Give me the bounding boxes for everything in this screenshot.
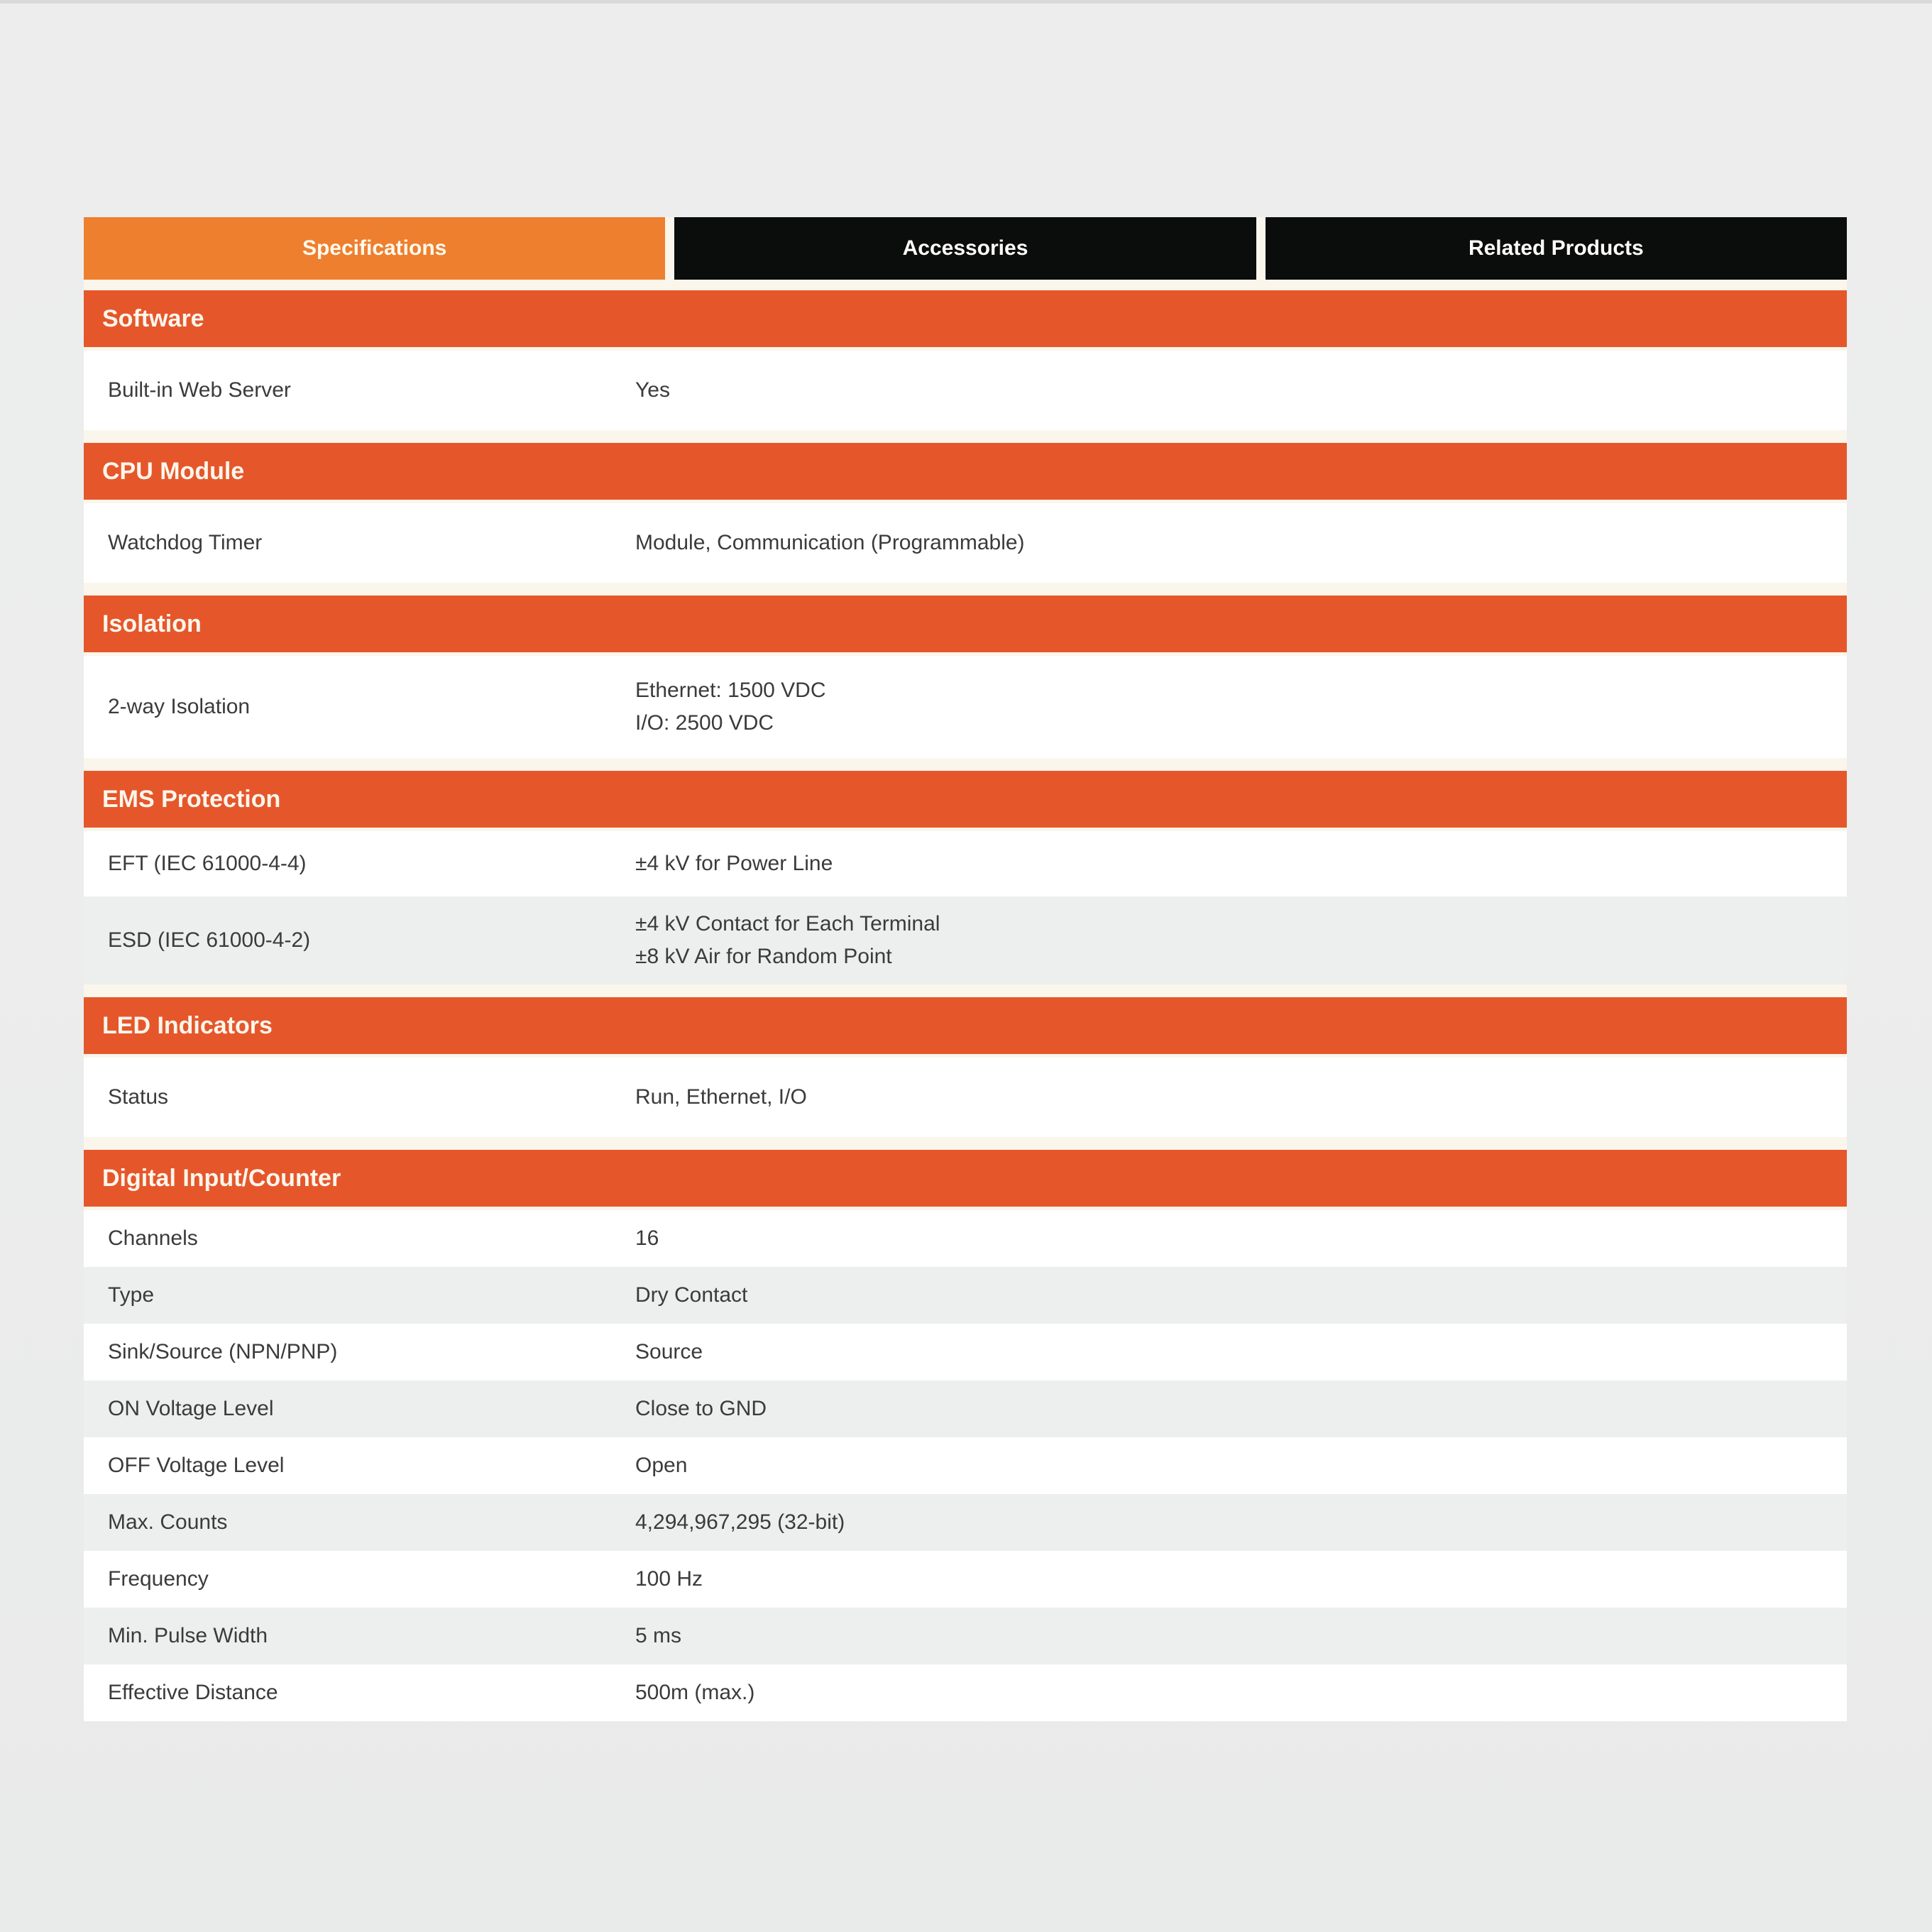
spec-label: Frequency bbox=[108, 1567, 209, 1591]
spec-label: Max. Counts bbox=[108, 1510, 228, 1534]
spec-value-line: Run, Ethernet, I/O bbox=[635, 1085, 807, 1109]
spec-value bbox=[635, 908, 1847, 973]
spec-label: 2-way Isolation bbox=[108, 695, 251, 718]
tab-specifications[interactable]: Specifications bbox=[84, 217, 665, 280]
spec-value-line: Source bbox=[635, 1340, 703, 1363]
tab-bar bbox=[84, 217, 1847, 280]
spec-value-line: 100 Hz bbox=[635, 1567, 703, 1591]
spec-label: ON Voltage Level bbox=[108, 1397, 274, 1420]
spec-row bbox=[84, 1381, 1847, 1437]
spec-row bbox=[84, 896, 1847, 984]
spec-value bbox=[635, 847, 1847, 880]
spec-row bbox=[84, 1664, 1847, 1721]
section-header: EMS Protection bbox=[84, 771, 1847, 828]
spec-value-line: Close to GND bbox=[635, 1397, 767, 1420]
spec-value-line: Yes bbox=[635, 378, 670, 402]
spec-value-line: Ethernet: 1500 VDC bbox=[635, 679, 826, 702]
spec-value bbox=[635, 1563, 1847, 1596]
section-software bbox=[84, 290, 1847, 430]
spec-row bbox=[84, 1608, 1847, 1664]
spec-label: Status bbox=[108, 1085, 169, 1109]
spec-value bbox=[635, 1676, 1847, 1709]
spec-label: Type bbox=[108, 1283, 155, 1307]
spec-value bbox=[635, 527, 1847, 559]
spec-value bbox=[635, 1336, 1847, 1368]
spec-value bbox=[635, 1620, 1847, 1652]
section-header: Software bbox=[84, 290, 1847, 347]
spec-value-line: I/O: 2500 VDC bbox=[635, 711, 774, 735]
spec-label: Min. Pulse Width bbox=[108, 1624, 268, 1647]
tab-accessories[interactable]: Accessories bbox=[674, 217, 1256, 280]
spec-value-line: 5 ms bbox=[635, 1624, 682, 1647]
spec-row bbox=[84, 351, 1847, 430]
sections-container bbox=[84, 290, 1847, 1721]
spec-value bbox=[635, 1506, 1847, 1539]
spec-table-container bbox=[84, 217, 1847, 1721]
spec-row bbox=[84, 656, 1847, 758]
spec-value bbox=[635, 1393, 1847, 1425]
spec-row bbox=[84, 1267, 1847, 1324]
spec-label: Sink/Source (NPN/PNP) bbox=[108, 1340, 338, 1363]
section-isolation bbox=[84, 595, 1847, 758]
spec-value-line: 500m (max.) bbox=[635, 1681, 755, 1704]
section-header: LED Indicators bbox=[84, 997, 1847, 1054]
spec-label: ESD (IEC 61000-4-2) bbox=[108, 928, 311, 952]
spec-row bbox=[84, 831, 1847, 896]
spec-value bbox=[635, 674, 1847, 740]
spec-value bbox=[635, 1081, 1847, 1114]
spec-value-line: Module, Communication (Programmable) bbox=[635, 531, 1025, 554]
spec-row bbox=[84, 1210, 1847, 1267]
tab-related-products[interactable]: Related Products bbox=[1266, 217, 1847, 280]
spec-row bbox=[84, 1324, 1847, 1381]
spec-value bbox=[635, 374, 1847, 407]
section-digital-input-counter bbox=[84, 1150, 1847, 1721]
section-led-indicators bbox=[84, 997, 1847, 1137]
spec-label: OFF Voltage Level bbox=[108, 1454, 285, 1477]
spec-value-line: Open bbox=[635, 1454, 688, 1477]
spec-value-line: Dry Contact bbox=[635, 1283, 748, 1307]
spec-label: EFT (IEC 61000-4-4) bbox=[108, 852, 307, 875]
section-header: Isolation bbox=[84, 595, 1847, 652]
spec-row bbox=[84, 503, 1847, 583]
spec-value bbox=[635, 1449, 1847, 1482]
section-cpu-module bbox=[84, 443, 1847, 583]
spec-row bbox=[84, 1058, 1847, 1137]
spec-label: Effective Distance bbox=[108, 1681, 278, 1704]
spec-row bbox=[84, 1494, 1847, 1551]
spec-label: Built-in Web Server bbox=[108, 378, 291, 402]
spec-row bbox=[84, 1437, 1847, 1494]
spec-value-line: ±4 kV Contact for Each Terminal bbox=[635, 912, 940, 935]
spec-value bbox=[635, 1279, 1847, 1312]
section-header: CPU Module bbox=[84, 443, 1847, 500]
spec-value bbox=[635, 1222, 1847, 1255]
spec-value-line: 16 bbox=[635, 1226, 659, 1250]
spec-value-line: ±4 kV for Power Line bbox=[635, 852, 833, 875]
spec-value-line: 4,294,967,295 (32-bit) bbox=[635, 1510, 845, 1534]
spec-value-line: ±8 kV Air for Random Point bbox=[635, 945, 892, 968]
spec-label: Watchdog Timer bbox=[108, 531, 263, 554]
spec-row bbox=[84, 1551, 1847, 1608]
section-ems-protection bbox=[84, 771, 1847, 984]
section-header: Digital Input/Counter bbox=[84, 1150, 1847, 1207]
spec-label: Channels bbox=[108, 1226, 198, 1250]
